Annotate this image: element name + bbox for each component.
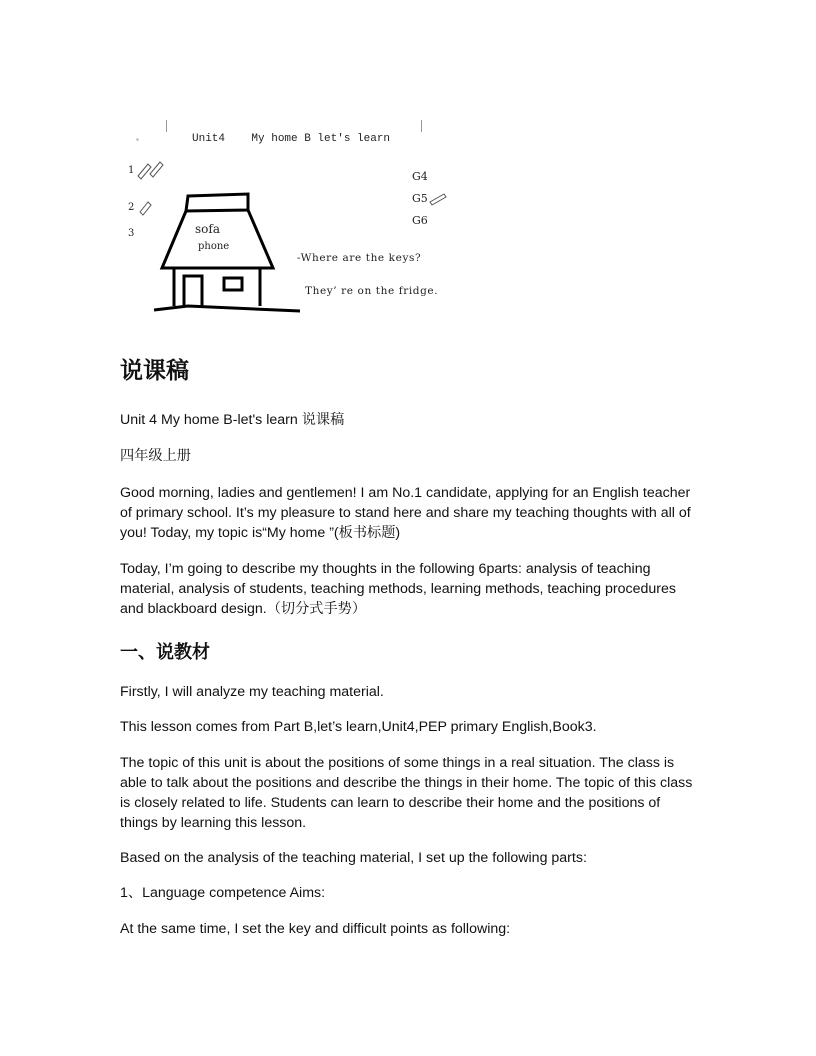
row-number: 3 xyxy=(128,228,135,239)
row-number: 2 xyxy=(128,202,135,213)
intro-paragraph: Good morning, ladies and gentlemen! I am No.1 candidate, applying for an English teacher of primary school. It’s my pleasure to stand here and share my teaching thoughts with all of you! Today, my topic is“My home ”(板书标题) xyxy=(120,485,691,541)
figure-header: Unit4 My home B let's learn xyxy=(192,133,391,145)
row-number: 1 xyxy=(128,165,135,176)
paragraph-source: This lesson comes from Part B,let’s learn,Unit4,PEP primary English,Book3. xyxy=(120,719,597,735)
paragraph-based: Based on the analysis of the teaching material, I set up the following parts: xyxy=(120,850,587,866)
overview-paragraph: Today, I’m going to describe my thoughts in the following 6parts: analysis of teaching material, analysis of students, teaching methods, learning methods, teaching procedures and blackboard design.（切分式手势） xyxy=(120,561,676,617)
house-word-sofa: sofa xyxy=(195,222,220,236)
paragraph-firstly: Firstly, I will analyze my teaching material. xyxy=(120,684,384,700)
group-label-g5: G5 xyxy=(412,192,428,205)
anchor-icon: ▪ xyxy=(136,135,139,144)
house-word-phone: phone xyxy=(198,241,230,252)
paragraph-key: At the same time, I set the key and difficult points as following: xyxy=(120,921,511,937)
figure-question: -Where are the keys? xyxy=(297,252,422,264)
paragraph-topic: The topic of this unit is about the positions of some things in a real situation. The class is able to talk about the positions and describe the things in their home. The topic of this class is closely related to life. Students can learn to describe their home and the positions of things by learning this lesson. xyxy=(120,755,693,831)
blackboard-figure xyxy=(128,118,468,318)
subtitle: Unit 4 My home B-let's learn 说课稿 xyxy=(120,412,345,428)
page-title: 说课稿 xyxy=(120,358,189,384)
group-label-g6: G6 xyxy=(412,214,428,227)
group-label-g4: G4 xyxy=(412,170,428,183)
section-heading: 一、说教材 xyxy=(120,642,210,663)
grade-label: 四年级上册 xyxy=(120,448,191,464)
pencil-icon xyxy=(138,162,446,215)
paragraph-aims: 1、Language competence Aims: xyxy=(120,885,326,901)
figure-answer: They’ re on the fridge. xyxy=(305,285,439,297)
